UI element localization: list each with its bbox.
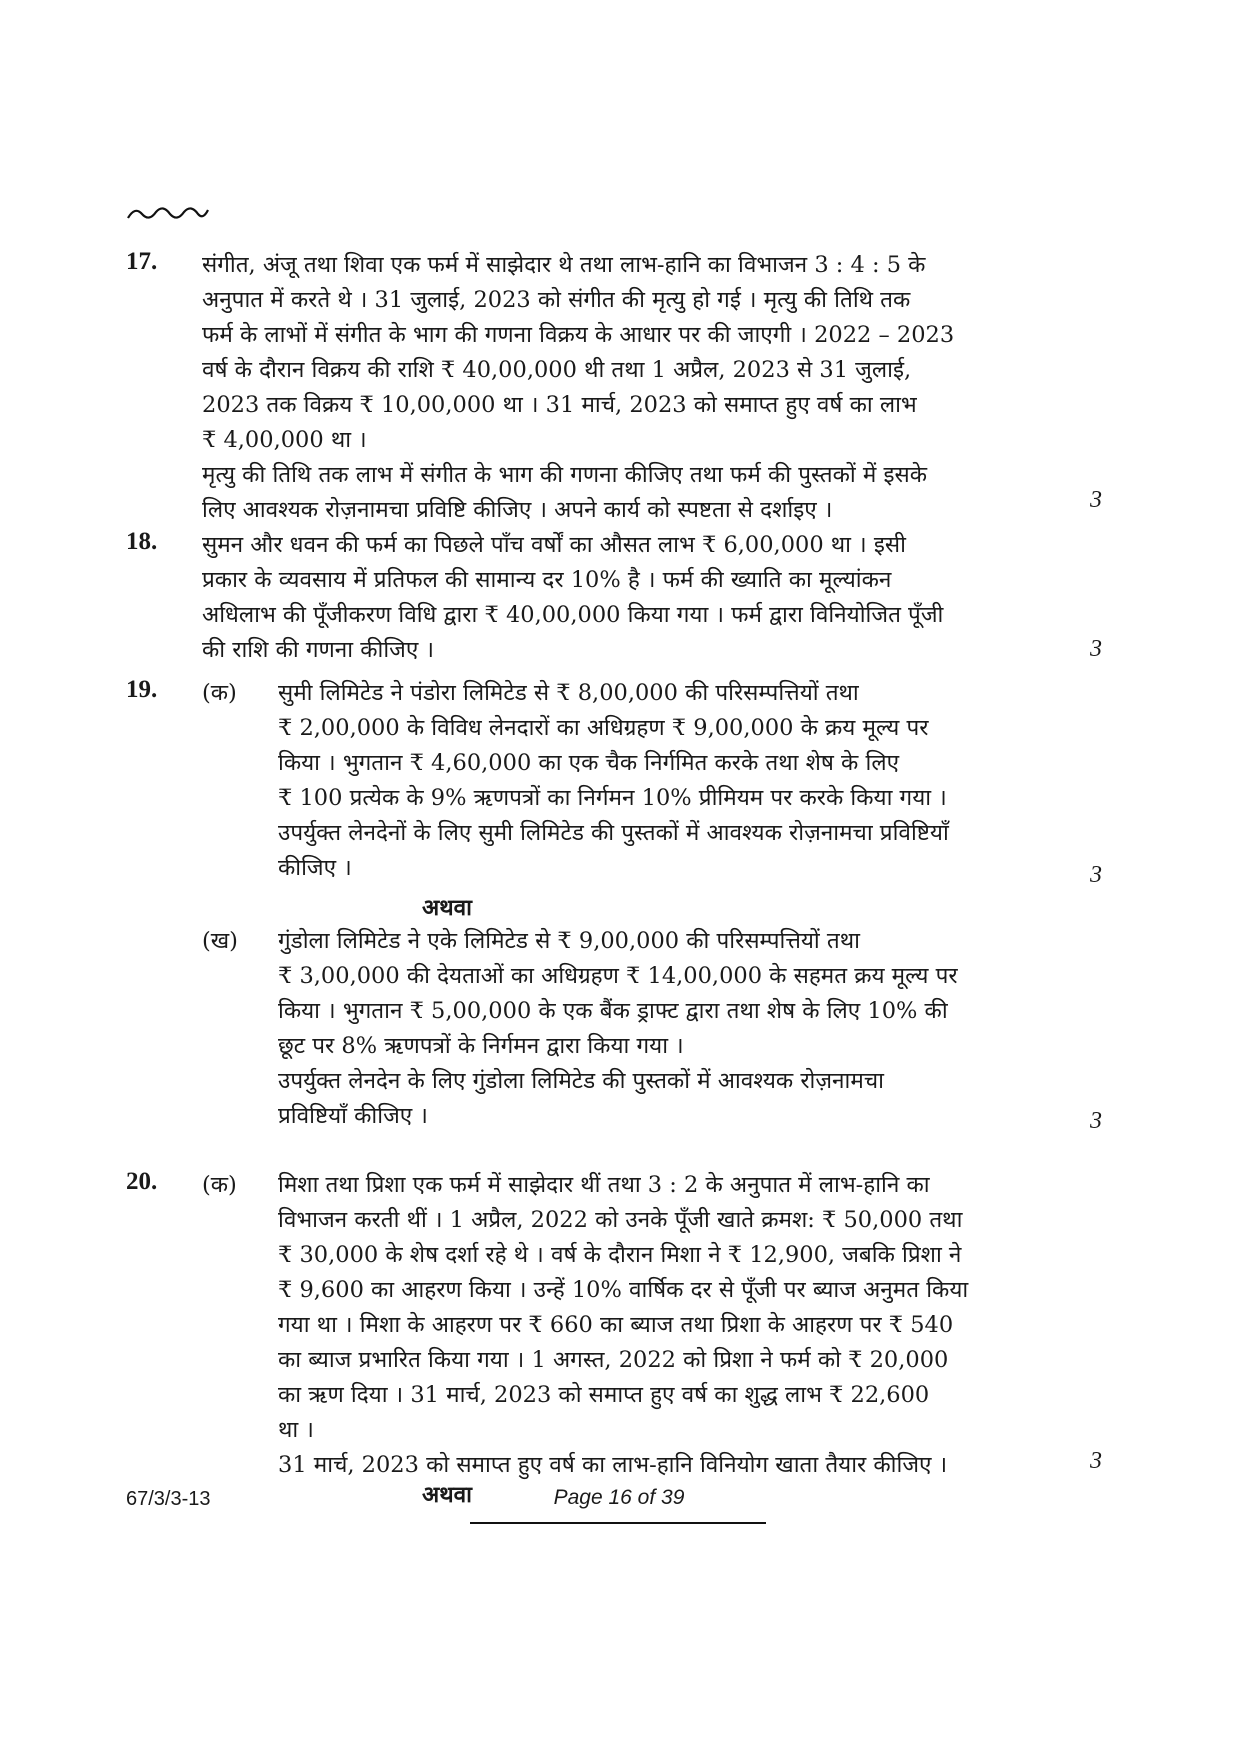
text-line: विभाजन करती थीं । 1 अप्रैल, 2022 को उनके पूँजी खाते क्रमश: ₹ 50,000 तथा: [278, 1207, 963, 1233]
text-line: मिशा तथा प्रिशा एक फर्म में साझेदार थीं तथा 3 : 2 के अनुपात में लाभ-हानि का: [278, 1172, 930, 1198]
text-line: ₹ 100 प्रत्येक के 9% ऋणपत्रों का निर्गमन 10% प्रीमियम पर करके किया गया ।: [278, 785, 947, 811]
question-text: [202, 248, 1056, 528]
text-line: किया । भुगतान ₹ 5,00,000 के एक बैंक ड्राफ्ट द्वारा तथा शेष के लिए 10% की: [278, 998, 948, 1024]
question-number: 19.: [126, 676, 158, 703]
text-line: गया था । मिशा के आहरण पर ₹ 660 का ब्याज तथा प्रिशा के आहरण पर ₹ 540: [278, 1312, 954, 1338]
wave-mark: [126, 200, 210, 226]
text-line: संगीत, अंजू तथा शिवा एक फर्म में साझेदार थे तथा लाभ-हानि का विभाजन 3 : 4 : 5 के: [202, 252, 926, 278]
subquestion-label: (ख): [202, 928, 238, 954]
text-line: किया । भुगतान ₹ 4,60,000 का एक चैक निर्गमित करके तथा शेष के लिए: [278, 750, 900, 776]
text-line: ₹ 9,600 का आहरण किया । उन्हें 10% वार्षिक दर से पूँजी पर ब्याज अनुमत किया: [278, 1277, 969, 1303]
text-line: सुमन और धवन की फर्म का पिछले पाँच वर्षों का औसत लाभ ₹ 6,00,000 था । इसी: [202, 532, 906, 558]
page-number: Page 16 of 39: [553, 1486, 685, 1509]
paper-code: 67/3/3-13: [126, 1488, 211, 1510]
text-line: प्रकार के व्यवसाय में प्रतिफल की सामान्य दर 10% है । फर्म की ख्याति का मूल्यांकन: [202, 567, 892, 593]
text-line: छूट पर 8% ऋणपत्रों के निर्गमन द्वारा किया गया ।: [278, 1033, 684, 1059]
text-line: 31 मार्च, 2023 को समाप्त हुए वर्ष का लाभ-हानि विनियोग खाता तैयार कीजिए ।: [278, 1452, 948, 1478]
text-line: मृत्यु की तिथि तक लाभ में संगीत के भाग की गणना कीजिए तथा फर्म की पुस्तकों में इसके: [202, 462, 927, 488]
text-line: की राशि की गणना कीजिए ।: [202, 637, 434, 663]
footer-rule: [470, 1522, 766, 1524]
question-text: [202, 528, 1056, 668]
text-line: अनुपात में करते थे । 31 जुलाई, 2023 को संगीत की मृत्यु हो गई । मृत्यु की तिथि तक: [202, 287, 911, 313]
text-line: उपर्युक्त लेनदेन के लिए गुंडोला लिमिटेड की पुस्तकों में आवश्यक रोज़नामचा: [278, 1068, 884, 1094]
text-line: 2023 तक विक्रय ₹ 10,00,000 था । 31 मार्च, 2023 को समाप्त हुए वर्ष का लाभ: [202, 392, 917, 418]
text-line: था ।: [278, 1417, 314, 1443]
text-line: ₹ 3,00,000 की देयताओं का अधिग्रहण ₹ 14,00,000 के सहमत क्रय मूल्य पर: [278, 963, 958, 989]
text-line: अधिलाभ की पूँजीकरण विधि द्वारा ₹ 40,00,000 किया गया । फर्म द्वारा विनियोजित पूँजी: [202, 602, 944, 628]
text-line: प्रविष्टियाँ कीजिए ।: [278, 1103, 428, 1129]
marks: 3: [1090, 1108, 1102, 1134]
marks: 3: [1090, 636, 1102, 662]
text-line: गुंडोला लिमिटेड ने एके लिमिटेड से ₹ 9,00,000 की परिसम्पत्तियों तथा: [278, 928, 860, 954]
question-number: 18.: [126, 528, 158, 555]
text-line: उपर्युक्त लेनदेनों के लिए सुमी लिमिटेड की पुस्तकों में आवश्यक रोज़नामचा प्रविष्टियाँ: [278, 820, 949, 846]
marks: 3: [1090, 1448, 1102, 1474]
marks: 3: [1090, 487, 1102, 513]
text-line: का ऋण दिया । 31 मार्च, 2023 को समाप्त हुए वर्ष का शुद्ध लाभ ₹ 22,600: [278, 1382, 930, 1408]
text-line: वर्ष के दौरान विक्रय की राशि ₹ 40,00,000 थी तथा 1 अप्रैल, 2023 से 31 जुलाई,: [202, 357, 912, 383]
marks: 3: [1090, 862, 1102, 888]
text-line: का ब्याज प्रभारित किया गया । 1 अगस्त, 2022 को प्रिशा ने फर्म को ₹ 20,000: [278, 1347, 949, 1373]
text-line: फर्म के लाभों में संगीत के भाग की गणना विक्रय के आधार पर की जाएगी । 2022 – 2023: [202, 322, 955, 348]
question-number: 17.: [126, 248, 158, 275]
text-line: ₹ 2,00,000 के विविध लेनदारों का अधिग्रहण ₹ 9,00,000 के क्रय मूल्य पर: [278, 715, 929, 741]
or-divider: अथवा: [422, 1482, 472, 1508]
question-number: 20.: [126, 1168, 158, 1195]
or-divider: अथवा: [422, 895, 472, 921]
text-line: ₹ 30,000 के शेष दर्शा रहे थे । वर्ष के दौरान मिशा ने ₹ 12,900, जबकि प्रिशा ने: [278, 1242, 962, 1268]
text-line: ₹ 4,00,000 था ।: [202, 427, 367, 453]
text-line: सुमी लिमिटेड ने पंडोरा लिमिटेड से ₹ 8,00,000 की परिसम्पत्तियों तथा: [278, 680, 859, 706]
subquestion-label: (क): [202, 1172, 237, 1198]
text-line: लिए आवश्यक रोज़नामचा प्रविष्टि कीजिए । अपने कार्य को स्पष्टता से दर्शाइए ।: [202, 497, 833, 523]
text-line: कीजिए ।: [278, 855, 352, 881]
subquestion-label: (क): [202, 680, 237, 706]
